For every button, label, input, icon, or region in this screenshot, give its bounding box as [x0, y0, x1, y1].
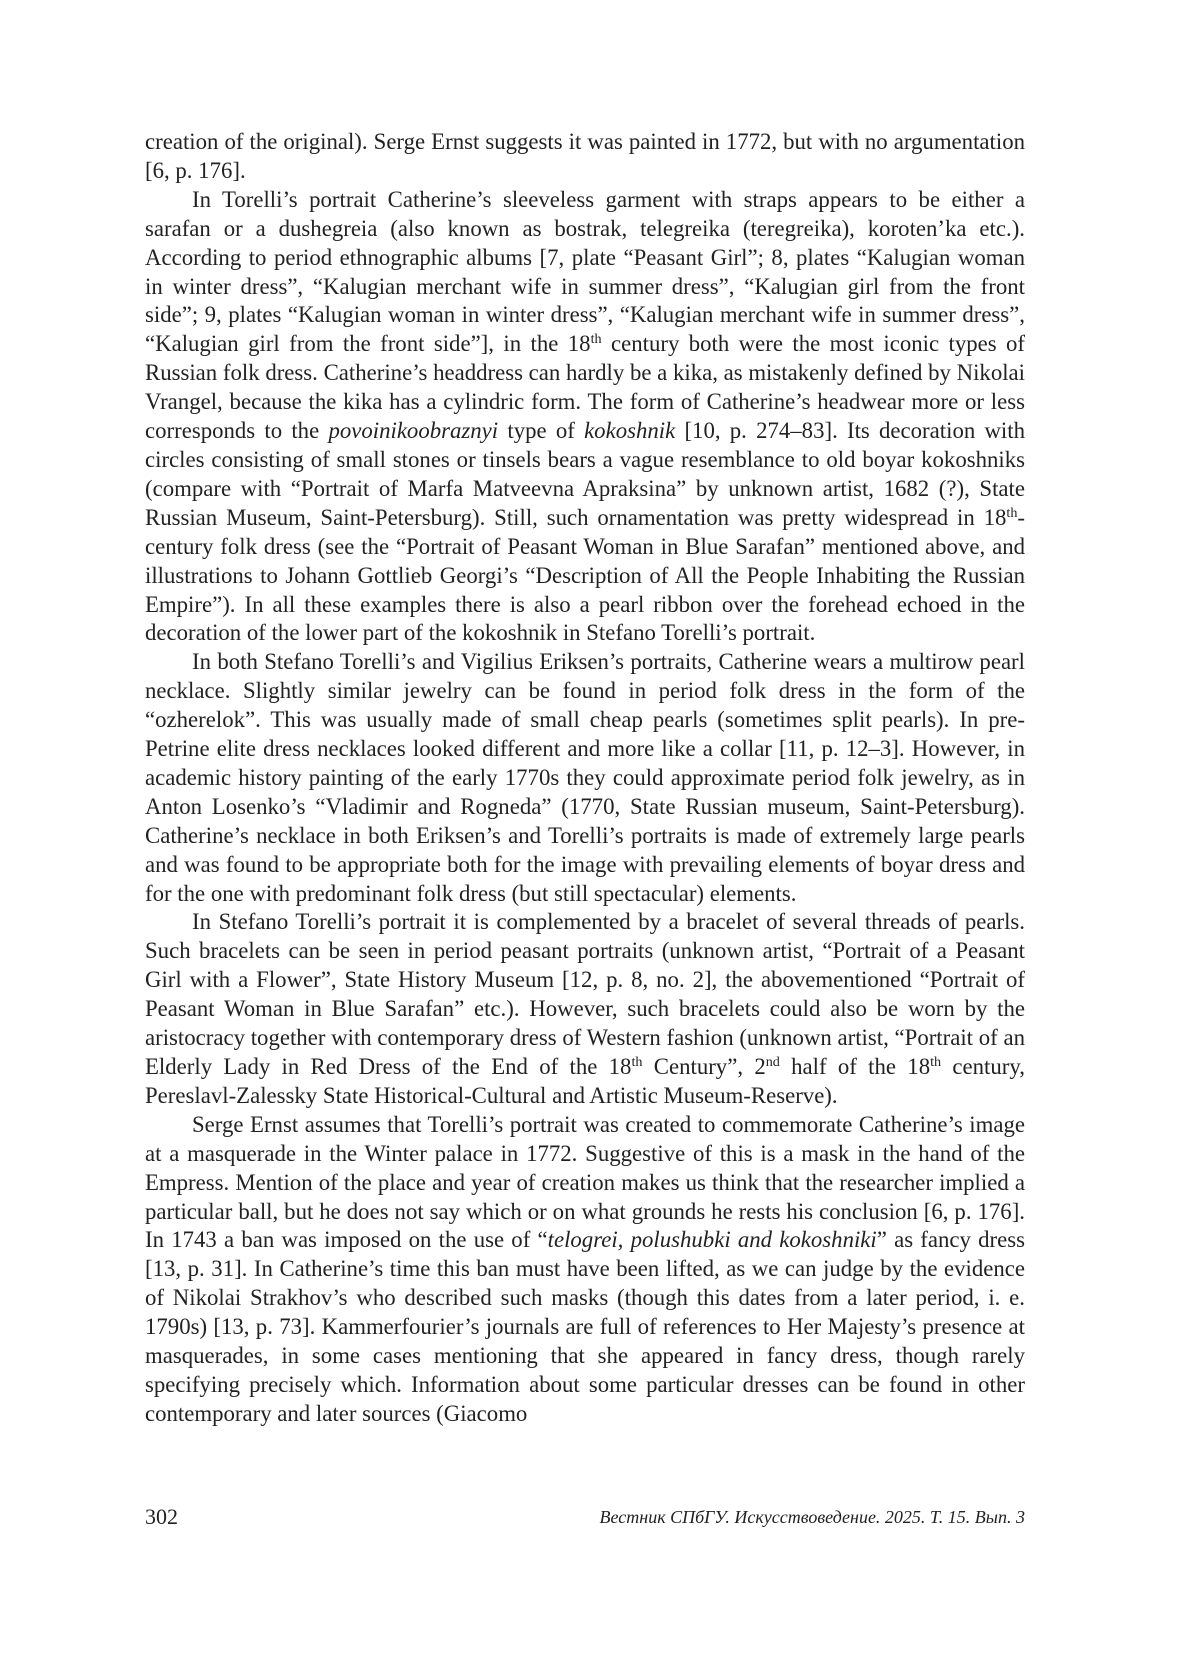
paragraph: [145, 908, 1025, 1110]
text-run: ” as fancy dress [13, p. 31]. In Catherine’s time this ban must have been lifted, as we can judge by the evidence of Nikolai Strakhov’s who described such masks (though this dates from a later period, i. e. 1790s) [13, p. 73]. Kammerfourier’s journals are full of references to Her Majesty’s presence at masquerades, in some cases mentioning that she appeared in fancy dress, though rarely specifying precisely which. Information about some particular dresses can be found in other contemporary and later sources (Giacomo: [145, 1227, 1025, 1426]
text-run: century, Pereslavl-Zalessky State Historical-Cultural and Artistic Museum-Reserve).: [145, 1054, 1025, 1108]
text-run: [10, p. 274–83]. Its decoration with circles consisting of small stones or tinsels bears a vague resemblance to old boyar kokoshniks (compare with “Portrait of Marfa Matveevna Apraksina” by unknown artist, 1682 (?), State Russian Museum, Saint-Petersburg). Still, such ornamentation was pretty widespread in 18: [145, 418, 1025, 530]
text-run: In Stefano Torelli’s portrait it is complemented by a bracelet of several threads of pearls. Such bracelets can be seen in period peasant portraits (unknown artist, “Portrait of a Peasant Girl with a Flower”, State History Museum [12, p. 8, no. 2], the abovementioned “Portrait of Peasant Woman in Blue Sarafan” etc.). However, such bracelets could also be worn by the aristocracy together with contemporary dress of Western fashion (unknown artist, “Portrait of an Elderly Lady in Red Dress of the End of the 18: [145, 909, 1025, 1079]
text-run: creation of the original). Serge Ernst suggests it was painted in 1772, but with no argumentation [6, p. 176].: [145, 129, 1025, 183]
paragraph: [145, 186, 1025, 649]
paragraph: [145, 648, 1025, 908]
text-run: half of the 18: [779, 1054, 931, 1079]
italic-text: povoinikoobraznyi: [328, 418, 499, 444]
text-run: type of: [498, 418, 585, 444]
superscript: nd: [765, 1054, 780, 1071]
page-footer: [145, 1504, 1025, 1538]
italic-text: kokoshnik: [584, 418, 676, 444]
superscript: th: [930, 1054, 942, 1071]
text-run: Century”, 2: [642, 1054, 766, 1079]
page-number: 302: [145, 1504, 178, 1529]
italic-text: telogrei, polushubki and kokoshniki: [547, 1227, 877, 1253]
text-run: -century folk dress (see the “Portrait of Peasant Woman in Blue Sarafan” mentioned above, and illustrations to Johann Gottlieb Georgi’s “Description of All the People Inhabiting the Russian Empire”). In all these examples there is also a pearl ribbon over the forehead echoed in the decoration of the lower part of the kokoshnik in Stefano Torelli’s portrait.: [145, 504, 1025, 646]
superscript: th: [1006, 505, 1018, 522]
paragraph: [145, 128, 1025, 186]
superscript: th: [631, 1054, 643, 1071]
paragraph: [145, 1111, 1025, 1429]
article-body: [145, 128, 1025, 1429]
text-run: In both Stefano Torelli’s and Vigilius Eriksen’s portraits, Catherine wears a multirow pearl necklace. Slightly similar jewelry can be found in period folk dress in the form of the “ozherelok”. This was usually made of small cheap pearls (sometimes split pearls). In pre-Petrine elite dress necklaces looked different and more like a collar [11, p. 12–3]. However, in academic history painting of the early 1770s they could approximate period folk jewelry, as in Anton Losenko’s “Vladimir and Rogneda” (1770, State Russian museum, Saint-Petersburg). Catherine’s necklace in both Eriksen’s and Torelli’s portraits is made of extremely large pearls and was found to be appropriate both for the image with prevailing elements of boyar dress and for the one with predominant folk dress (but still spectacular) elements.: [145, 649, 1025, 906]
superscript: th: [590, 331, 602, 348]
text-run: In Torelli’s portrait Catherine’s sleeveless garment with straps appears to be either a sarafan or a dushegreia (also known as bostrak, telegreika (teregreika), koroten’ka etc.). According to period ethnographic albums [7, plate “Peasant Girl”; 8, plates “Kalugian woman in winter dress”, “Kalugian merchant wife in summer dress”, “Kalugian girl from the front side”; 9, plates “Kalugian woman in winter dress”, “Kalugian merchant wife in summer dress”, “Kalugian girl from the front side”], in the 18: [145, 186, 1025, 357]
text-run: century both were the most iconic types of Russian folk dress. Catherine’s headdress can hardly be a kika, as mistakenly defined by Nikolai Vrangel, because the kika has a cylindric form. The form of Catherine’s headwear more or less corresponds to the: [145, 331, 1025, 444]
text-run: Serge Ernst assumes that Torelli’s portrait was created to commemorate Catherine’s image at a masquerade in the Winter palace in 1772. Suggestive of this is a mask in the hand of the Empress. Mention of the place and year of creation makes us think that the researcher implied a particular ball, but he does not say which or on what grounds he rests his conclusion [6, p. 176]. In 1743 a ban was imposed on the use of “: [145, 1111, 1025, 1253]
journal-title: Вестник СПбГУ. Искусствоведение. 2025. Т. 15. Вып. 3: [599, 1507, 1025, 1527]
